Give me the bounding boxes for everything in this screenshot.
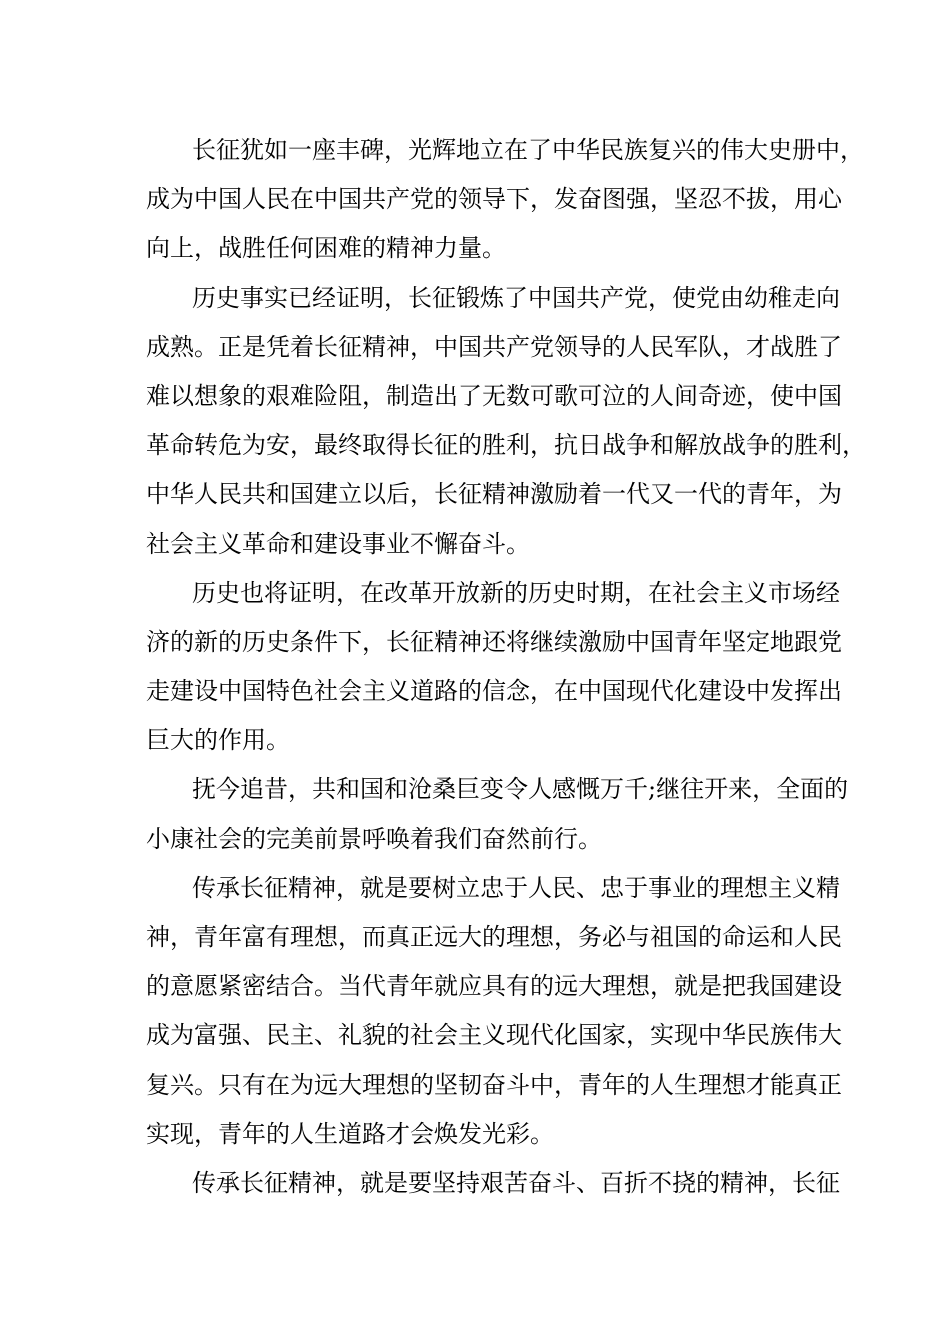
text-line: 历史事实已经证明，长征锻炼了中国共产党，使党由幼稚走向 bbox=[192, 283, 840, 312]
paragraph bbox=[146, 569, 842, 766]
paragraph bbox=[146, 126, 864, 274]
text-line: 传承长征精神，就是要坚持艰苦奋斗、百折不挠的精神，长征 bbox=[192, 1168, 840, 1197]
paragraph bbox=[146, 864, 842, 1159]
text-line: 成为中国人民在中国共产党的领导下，发奋图强，坚忍不拔，用心 bbox=[146, 185, 842, 214]
text-line: 小康社会的完美前景呼唤着我们奋然前行。 bbox=[146, 824, 602, 853]
text-line: 传承长征精神，就是要树立忠于人民、忠于事业的理想主义精 bbox=[192, 873, 840, 902]
text-line: 实现，青年的人生道路才会焕发光彩。 bbox=[146, 1119, 554, 1148]
document-body bbox=[146, 126, 866, 1208]
text-line: 中华人民共和国建立以后，长征精神激励着一代又一代的青年，为 bbox=[146, 480, 842, 509]
text-line: 革命转危为安，最终取得长征的胜利，抗日战争和解放战争的胜利， bbox=[146, 431, 866, 460]
text-line: 复兴。只有在为远大理想的坚韧奋斗中，青年的人生理想才能真正 bbox=[146, 1070, 842, 1099]
paragraph bbox=[146, 765, 849, 863]
text-line: 的意愿紧密结合。当代青年就应具有的远大理想，就是把我国建设 bbox=[146, 972, 842, 1001]
text-line: 抚今追昔，共和国和沧桑巨变令人感慨万千;继往开来，全面的 bbox=[192, 775, 849, 804]
text-line: 历史也将证明，在改革开放新的历史时期，在社会主义市场经 bbox=[192, 578, 840, 607]
text-line: 长征犹如一座丰碑，光辉地立在了中华民族复兴的伟大史册中， bbox=[192, 136, 864, 164]
text-line: 社会主义革命和建设事业不懈奋斗。 bbox=[146, 529, 530, 558]
text-line: 神，青年富有理想，而真正远大的理想，务必与祖国的命运和人民 bbox=[146, 923, 842, 951]
text-line: 向上，战胜任何困难的精神力量。 bbox=[146, 234, 506, 263]
text-line: 成熟。正是凭着长征精神，中国共产党领导的人民军队，才战胜了 bbox=[146, 332, 842, 361]
text-line: 成为富强、民主、礼貌的社会主义现代化国家，实现中华民族伟大 bbox=[146, 1021, 842, 1050]
paragraph bbox=[146, 1159, 840, 1208]
text-line: 巨大的作用。 bbox=[146, 726, 290, 755]
text-line: 济的新的历史条件下，长征精神还将继续激励中国青年坚定地跟党 bbox=[146, 627, 842, 656]
text-line: 难以想象的艰难险阻，制造出了无数可歌可泣的人间奇迹，使中国 bbox=[146, 381, 842, 410]
paragraph bbox=[146, 274, 866, 569]
text-line: 走建设中国特色社会主义道路的信念，在中国现代化建设中发挥出 bbox=[146, 677, 842, 706]
